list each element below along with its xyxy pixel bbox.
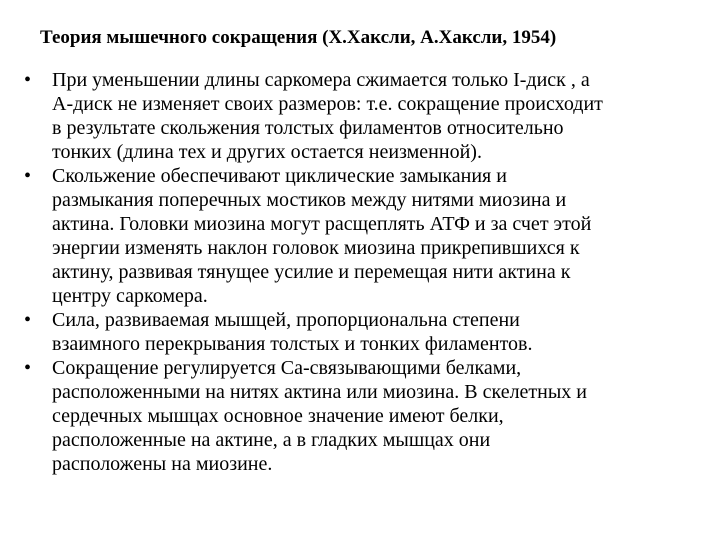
bullet-4-line-1: Сокращение регулируется Са-связывающими белками,	[52, 357, 522, 379]
bullet-item-3	[0, 308, 720, 356]
bullet-item-1	[0, 68, 720, 164]
bullet-list	[0, 68, 720, 476]
bullet-3-line-2: взаимного перекрывания толстых и тонких филаментов.	[52, 333, 533, 355]
bullet-4-line-4: расположенные на актине, а в гладких мышцах они	[52, 429, 491, 451]
bullet-2-line-6: центру саркомера.	[52, 285, 208, 307]
bullet-3-line-1: Сила, развиваемая мышцей, пропорциональна степени	[52, 309, 520, 331]
slide-title: Теория мышечного сокращения (Х.Хаксли, А.Хаксли, 1954)	[40, 27, 557, 48]
bullet-2-line-5: актину, развивая тянущее усилие и перемещая нити актина к	[52, 261, 571, 283]
bullet-1-line-4: тонких (длина тех и других остается неизменной).	[52, 141, 482, 163]
bullet-1-line-1: При уменьшении длины саркомера сжимается только I-диск , а	[52, 69, 590, 91]
bullet-2-line-3: актина. Головки миозина могут расщеплять АТФ и за счет этой	[52, 213, 592, 235]
bullet-2-line-4: энергии изменять наклон головок миозина прикрепившихся к	[52, 237, 580, 259]
bullet-marker: •	[24, 165, 32, 187]
bullet-2-line-1: Скольжение обеспечивают циклические замыкания и	[52, 165, 507, 187]
bullet-marker: •	[24, 309, 32, 331]
bullet-marker: •	[24, 357, 32, 379]
bullet-1-line-2: А-диск не изменяет своих размеров: т.е. сокращение происходит	[52, 93, 603, 115]
bullet-4-line-3: сердечных мышцах основное значение имеют белки,	[52, 405, 504, 427]
bullet-marker: •	[24, 69, 32, 91]
bullet-item-4	[0, 356, 720, 476]
bullet-4-line-5: расположены на миозине.	[52, 453, 273, 475]
bullet-1-line-3: в результате скольжения толстых филаментов относительно	[52, 117, 564, 139]
bullet-item-2	[0, 164, 720, 308]
bullet-2-line-2: размыкания поперечных мостиков между нитями миозина и	[52, 189, 567, 211]
bullet-4-line-2: расположенными на нитях актина или миозина. В скелетных и	[52, 381, 588, 403]
